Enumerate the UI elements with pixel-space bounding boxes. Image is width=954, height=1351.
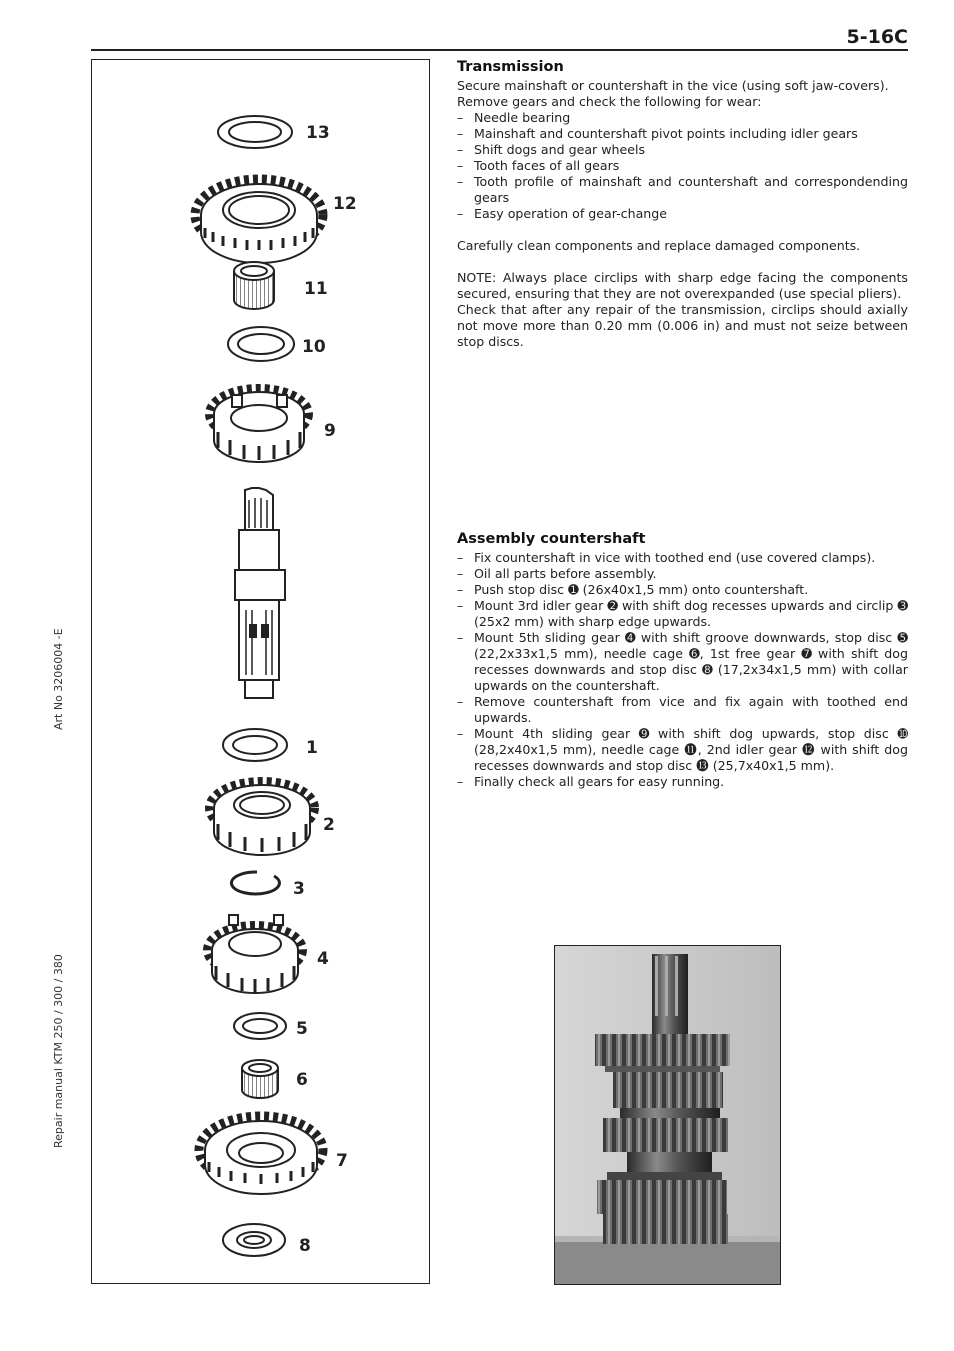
list-item: – Needle bearing [457, 110, 908, 126]
list-item: – Mount 5th sliding gear ➍ with shift groove downwards, stop disc ➎ (22,2x33x1,5 mm), needle cage ➏, 1st free gear ➐ with shift dog recesses downwards and stop disc ➑ (17,2x34x1,5 mm) with collar upwards on the countershaft. [457, 630, 908, 694]
circlip-note: NOTE: Always place circlips with sharp edge facing the components secured, ensuring that they are not overexpanded (use special pliers). [457, 270, 908, 301]
idler-gear-2 [209, 781, 315, 855]
stop-disc-1 [223, 729, 287, 761]
list-item: – Tooth profile of mainshaft and countershaft and correspondending gears [457, 174, 908, 206]
list-item: – Fix countershaft in vice with toothed end (use covered clamps). [457, 550, 908, 566]
label-9: 9 [324, 421, 336, 441]
label-5: 5 [296, 1019, 308, 1039]
stop-disc-13 [218, 116, 292, 148]
list-item: – Oil all parts before assembly. [457, 566, 908, 582]
clean-instruction: Carefully clean components and replace damaged components. [457, 238, 861, 253]
label-7: 7 [336, 1151, 348, 1171]
countershaft-photo [554, 945, 781, 1285]
assembly-steps [457, 550, 908, 790]
label-8: 8 [299, 1236, 311, 1256]
label-12: 12 [333, 194, 357, 214]
stop-disc-5 [234, 1013, 286, 1039]
list-item: – Remove countershaft from vice and fix again with toothed end upwards. [457, 694, 908, 726]
list-item: – Mount 4th sliding gear ➒ with shift dog upwards, stop disc ➓ (28,2x40x1,5 mm), needle cage ⓫, 2nd idler gear ⓬ with shift dog recesses downwards and stop disc ⓭ (25,7x40x1,5 mm). [457, 726, 908, 774]
circlip-3 [231, 872, 279, 894]
wear-check-list [457, 110, 908, 222]
list-item: – Push stop disc ➊ (26x40x1,5 mm) onto countershaft. [457, 582, 908, 598]
art-number: Art No 3206004 -E [52, 628, 65, 730]
list-item: – Tooth faces of all gears [457, 158, 908, 174]
transmission-intro-2: Remove gears and check the following for wear: [457, 94, 762, 109]
label-4: 4 [317, 949, 329, 969]
exploded-view-figure [91, 59, 430, 1284]
transmission-intro-1: Secure mainshaft or countershaft in the vice (using soft jaw-covers). [457, 78, 889, 93]
free-gear-7 [199, 1116, 323, 1194]
countershaft [235, 488, 285, 698]
needle-cage-11 [234, 262, 274, 309]
manual-title: Repair manual KTM 250 / 300 / 380 [52, 954, 65, 1148]
needle-cage-6 [242, 1060, 278, 1098]
header-rule [91, 49, 908, 51]
label-2: 2 [323, 815, 335, 835]
sliding-gear-9 [209, 388, 309, 462]
transmission-heading: Transmission [457, 59, 564, 75]
list-item: – Mount 3rd idler gear ➋ with shift dog recesses upwards and circlip ➌ (25x2 mm) with sharp edge upwards. [457, 598, 908, 630]
list-item: – Shift dogs and gear wheels [457, 142, 908, 158]
label-11: 11 [304, 279, 328, 299]
label-10: 10 [302, 337, 326, 357]
gear-12 [195, 179, 323, 263]
label-6: 6 [296, 1070, 308, 1090]
stop-disc-10 [228, 327, 294, 361]
label-1: 1 [306, 738, 318, 758]
assembly-section [457, 531, 908, 790]
list-item: – Mainshaft and countershaft pivot points including idler gears [457, 126, 908, 142]
list-item: – Finally check all gears for easy running. [457, 774, 908, 790]
axial-play-note: Check that after any repair of the transmission, circlips should axially not move more than 0.20 mm (0.006 in) and must not seize between stop discs. [457, 302, 908, 349]
label-3: 3 [293, 879, 305, 899]
list-item: – Easy operation of gear-change [457, 206, 908, 222]
transmission-section [457, 59, 908, 350]
sliding-gear-4 [207, 915, 303, 993]
assembly-heading: Assembly countershaft [457, 531, 646, 547]
page-number: 5-16C [846, 26, 908, 48]
stop-disc-8 [223, 1224, 285, 1256]
label-13: 13 [306, 123, 330, 143]
